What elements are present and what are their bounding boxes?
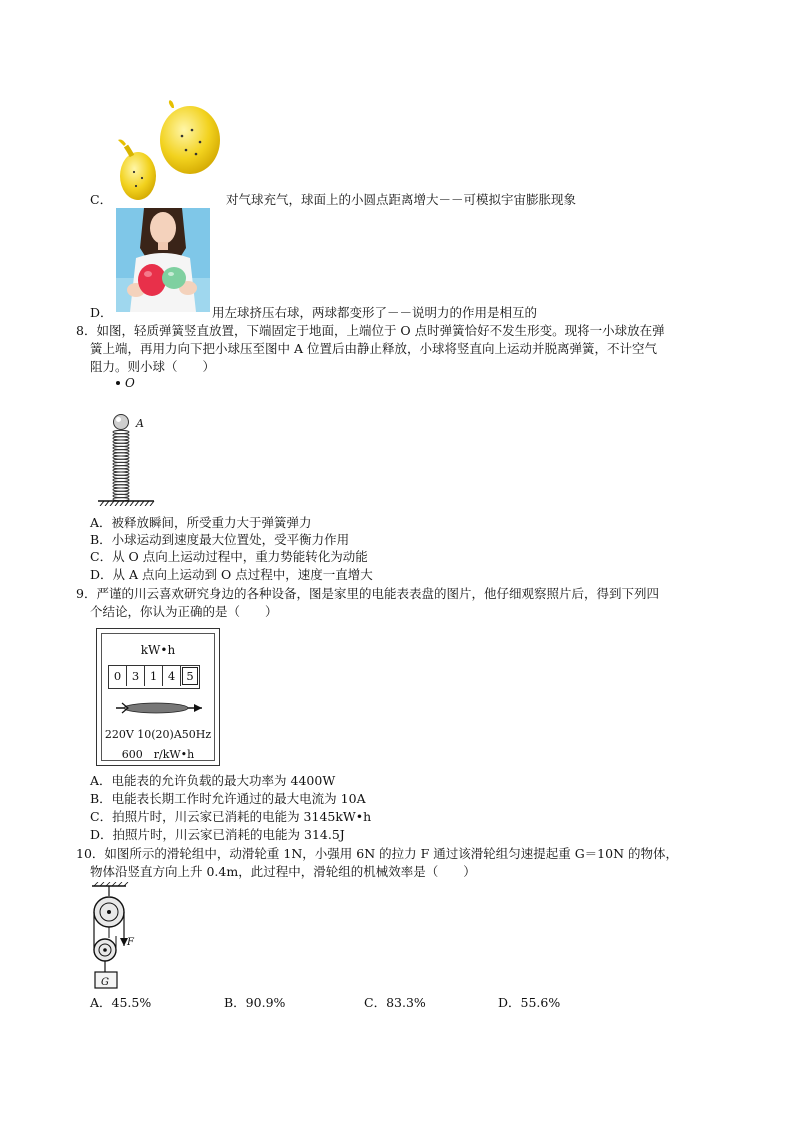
weight-label: G	[101, 977, 109, 988]
q8-stem-line1: 8．如图，轻质弹簧竖直放置，下端固定于地面，上端位于 O 点时弹簧恰好不发生形变。现将一小球放在弹	[76, 323, 665, 338]
energy-meter-dial	[96, 628, 220, 766]
meter-revolutions: 600 r/kW•h	[121, 748, 195, 761]
q9-option-a: A．电能表的允许负载的最大功率为 4400W	[90, 773, 336, 788]
point-a-label: A	[136, 417, 144, 430]
point-o-label: O	[125, 376, 135, 390]
force-label: F	[127, 937, 134, 948]
meter-digit: 3	[127, 666, 145, 686]
meter-unit: kW•h	[140, 643, 176, 657]
ball	[114, 415, 129, 430]
q10-option-a: A．45.5%	[90, 995, 152, 1010]
q10-stem-line1: 10．如图所示的滑轮组中，动滑轮重 1N，小强用 6N 的拉力 F 通过该滑轮组匀速提起重 G＝10N 的物体，	[76, 846, 679, 861]
q8-option-c: C．从 O 点向上运动过程中，重力势能转化为动能	[90, 549, 368, 564]
q9-stem-line2: 个结论，你认为正确的是（ ）	[90, 604, 278, 619]
meter-spec: 220V 10(20)A50Hz	[104, 728, 212, 741]
meter-digit-decimal: 5	[182, 667, 198, 685]
spring	[113, 430, 129, 500]
spring-ball-figure	[96, 374, 160, 506]
q9-stem-line1: 9．严谨的川云喜欢研究身边的各种设备，图是家里的电能表表盘的图片，他仔细观察照片后，得到下列四	[76, 586, 659, 601]
q7-option-d-label: D．	[90, 305, 113, 320]
q8-option-b: B．小球运动到速度最大位置处，受平衡力作用	[90, 532, 350, 547]
balloon-illustration	[112, 100, 222, 204]
q10-option-d: D．55.6%	[498, 995, 561, 1010]
point-o-dot	[116, 381, 120, 385]
q8-option-d: D．从 A 点向上运动到 O 点过程中，速度一直增大	[90, 567, 373, 582]
girl-squeezing-balls-photo	[116, 208, 210, 312]
pulley-system-figure	[86, 882, 146, 992]
q7-option-c-label: C．	[90, 192, 113, 207]
q9-option-b: B．电能表长期工作时允许通过的最大电流为 10A	[90, 791, 366, 806]
q10-option-b: B．90.9%	[224, 995, 286, 1010]
meter-digit: 4	[163, 666, 181, 686]
meter-digit: 1	[145, 666, 163, 686]
meter-digits	[108, 665, 200, 689]
meter-rotor-disk	[114, 698, 208, 718]
q8-stem-line2: 簧上端，再用力向下把小球压至图中 A 位置后由静止释放，小球将竖直向上运动并脱离弹簧，不计空气	[90, 341, 657, 356]
q8-stem-line3: 阻力。则小球（ ）	[90, 359, 216, 374]
q7-option-d-text: 用左球挤压右球，两球都变形了－－说明力的作用是相互的	[212, 305, 538, 320]
q10-option-c: C．83.3%	[364, 995, 426, 1010]
q9-option-d: D．拍照片时，川云家已消耗的电能为 314.5J	[90, 827, 345, 842]
q10-stem-line2: 物体沿竖直方向上升 0.4m，此过程中，滑轮组的机械效率是（ ）	[90, 864, 476, 879]
q9-option-c: C．拍照片时，川云家已消耗的电能为 3145kW•h	[90, 809, 372, 824]
meter-digit: 0	[109, 666, 127, 686]
q7-option-c-text: 对气球充气，球面上的小圆点距离增大－－可模拟宇宙膨胀现象	[226, 192, 577, 207]
q8-option-a: A．被释放瞬间，所受重力大于弹簧弹力	[90, 515, 312, 530]
